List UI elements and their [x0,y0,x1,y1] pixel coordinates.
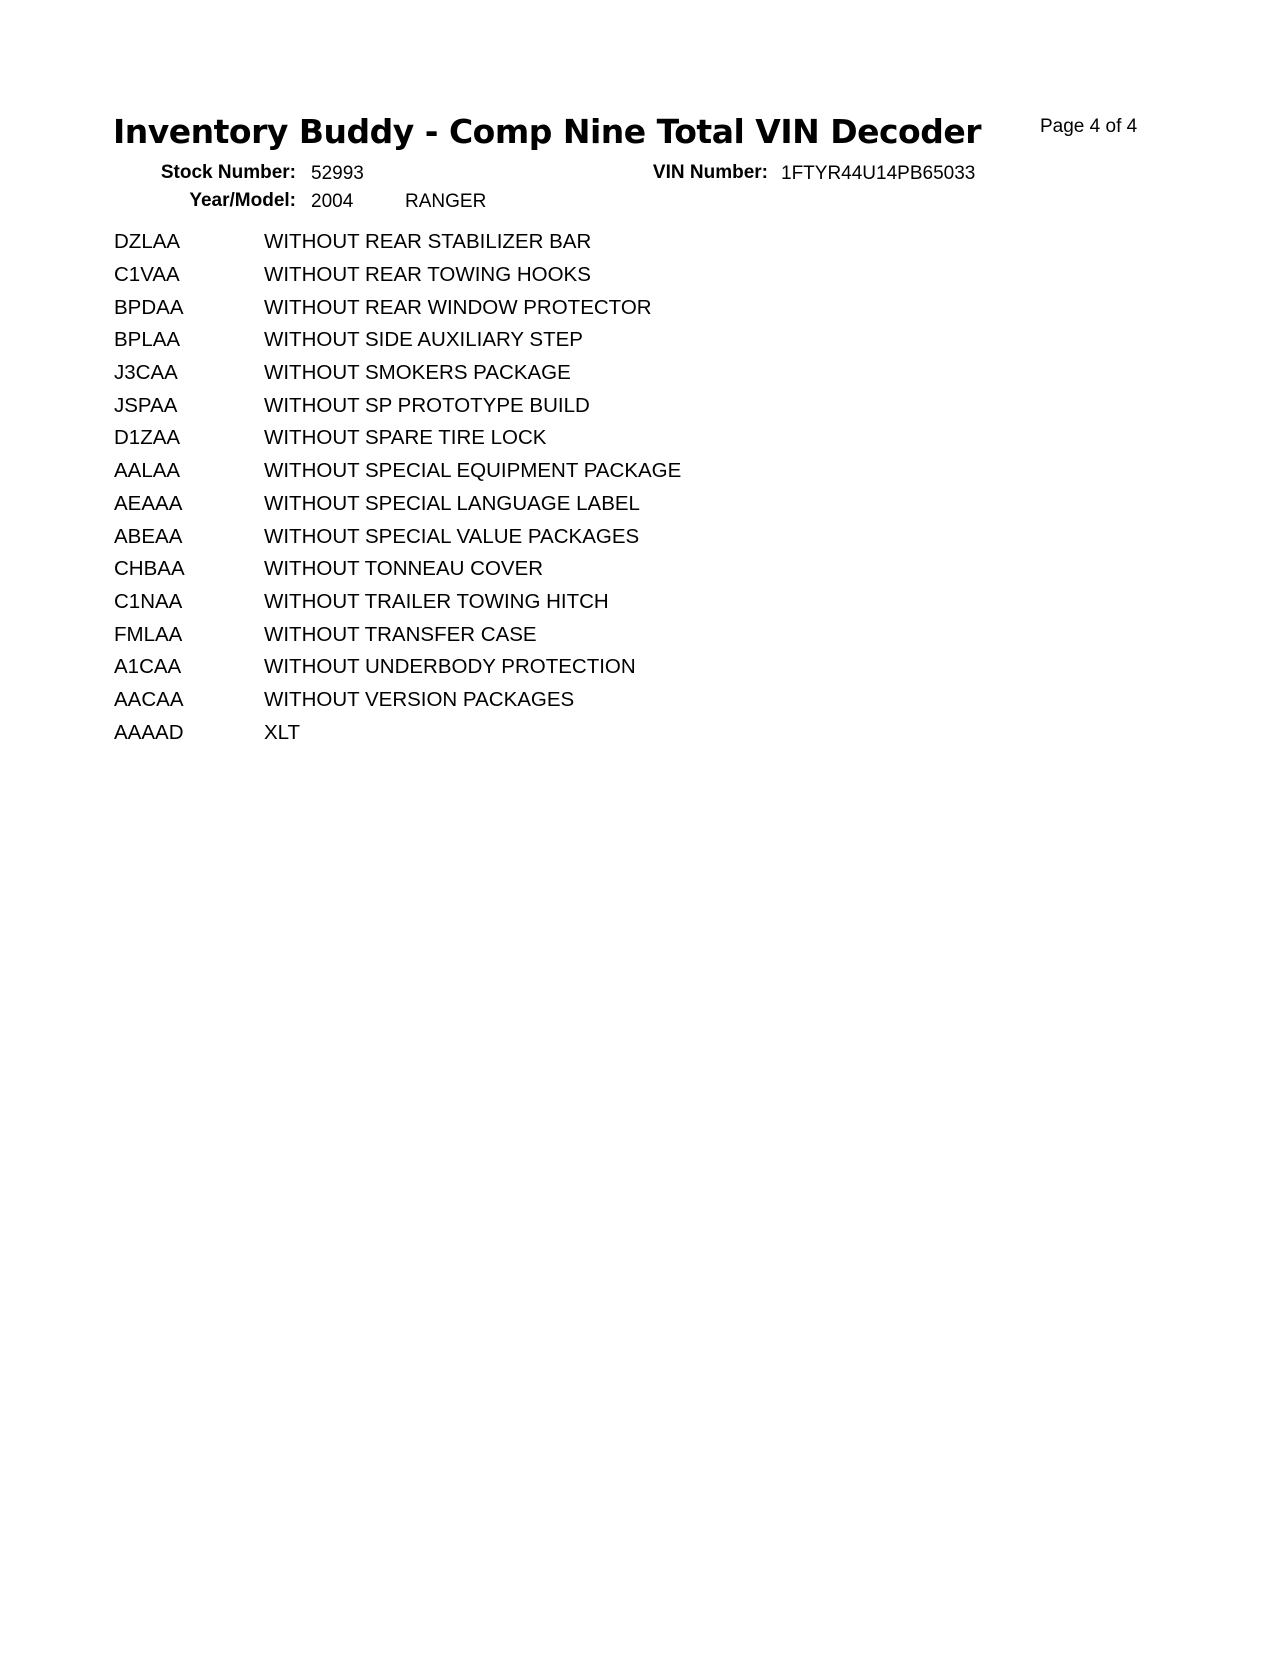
list-item [114,716,914,749]
option-description: WITHOUT REAR STABILIZER BAR [264,230,592,254]
list-item [114,618,914,651]
option-description: WITHOUT SPECIAL EQUIPMENT PACKAGE [264,459,682,483]
list-item [114,389,914,422]
option-description: WITHOUT SIDE AUXILIARY STEP [264,328,583,352]
list-item [114,324,914,357]
list-item [114,684,914,717]
year-model-label: Year/Model: [189,190,296,211]
list-item [114,422,914,455]
option-description: WITHOUT TRANSFER CASE [264,622,537,646]
option-description: WITHOUT SPECIAL LANGUAGE LABEL [264,491,640,515]
option-description: XLT [264,720,301,744]
option-description: WITHOUT SMOKERS PACKAGE [264,361,571,385]
option-code: AEAAA [114,491,183,515]
option-code: ABEAA [114,524,183,548]
list-item [114,488,914,521]
option-code: D1ZAA [114,426,181,450]
model-value: RANGER [405,191,487,212]
option-description: WITHOUT VERSION PACKAGES [264,687,575,711]
option-code: AALAA [114,459,181,483]
option-code: J3CAA [114,361,178,385]
list-item [114,259,914,292]
stock-number-value: 52993 [311,163,364,184]
stock-number-label: Stock Number: [160,162,296,183]
vin-number-label: VIN Number: [652,162,768,183]
list-item [114,357,914,390]
vin-number-value: 1FTYR44U14PB65033 [781,163,976,184]
list-item [114,226,914,259]
year-value: 2004 [311,191,354,212]
option-code: AAAAD [114,720,184,744]
option-description: WITHOUT TONNEAU COVER [264,557,544,581]
list-item [114,455,914,488]
option-code: DZLAA [114,230,181,254]
option-code: CHBAA [114,557,185,581]
option-code: C1NAA [114,589,183,613]
option-code: A1CAA [114,655,182,679]
option-description: WITHOUT TRAILER TOWING HITCH [264,589,609,613]
option-description: WITHOUT SP PROTOTYPE BUILD [264,393,590,417]
list-item [114,651,914,684]
option-code: BPLAA [114,328,181,352]
option-description: WITHOUT REAR TOWING HOOKS [264,263,591,287]
options-list [114,226,914,749]
option-description: WITHOUT SPARE TIRE LOCK [264,426,547,450]
option-code: C1VAA [114,263,180,287]
option-description: WITHOUT UNDERBODY PROTECTION [264,655,636,679]
option-code: BPDAA [114,295,184,319]
list-item [114,586,914,619]
document-title: Inventory Buddy - Comp Nine Total VIN Decoder [113,112,981,151]
option-description: WITHOUT SPECIAL VALUE PACKAGES [264,524,640,548]
list-item [114,553,914,586]
option-code: JSPAA [114,393,178,417]
option-description: WITHOUT REAR WINDOW PROTECTOR [264,295,652,319]
option-code: FMLAA [114,622,183,646]
list-item [114,520,914,553]
page-number: Page 4 of 4 [1040,116,1138,137]
option-code: AACAA [114,687,184,711]
list-item [114,291,914,324]
